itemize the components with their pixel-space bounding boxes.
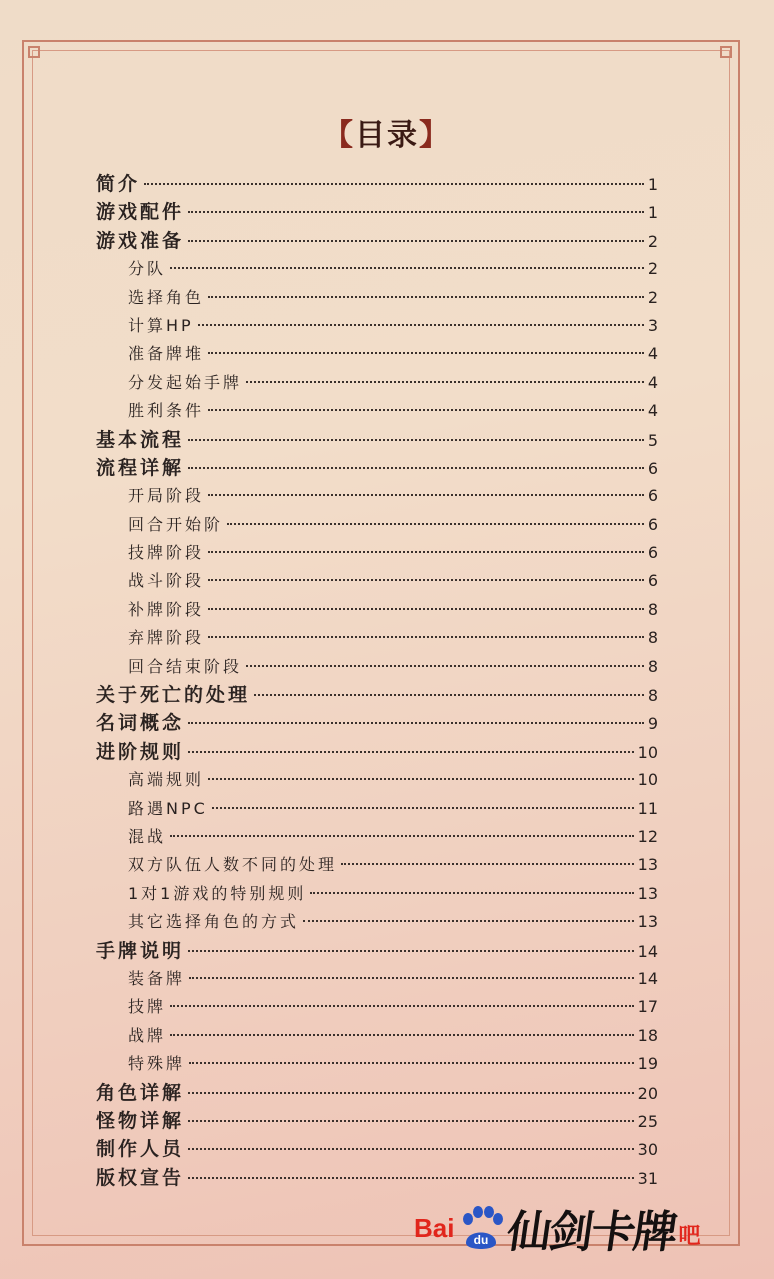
toc-page-number: 3 — [647, 315, 658, 335]
toc-entry-label: 其它选择角色的方式 — [128, 912, 300, 932]
toc-dot-leader — [208, 296, 644, 298]
toc-page-number: 6 — [647, 458, 658, 478]
toc-subentry — [96, 397, 658, 425]
toc-page-number: 6 — [647, 514, 658, 534]
toc-dot-leader — [208, 636, 644, 638]
toc-subentry — [96, 880, 658, 908]
toc-page-number: 8 — [647, 599, 658, 619]
toc-dot-leader — [208, 551, 644, 553]
toc-entry-label: 名词概念 — [96, 712, 185, 735]
table-of-contents — [96, 170, 658, 1192]
toc-dot-leader — [341, 863, 634, 865]
toc-dot-leader — [188, 950, 634, 952]
toc-page-number: 17 — [637, 997, 658, 1017]
toc-subentry — [96, 1022, 658, 1050]
toc-page-number: 2 — [647, 287, 658, 307]
toc-entry-label: 选择角色 — [128, 287, 205, 307]
toc-dot-leader — [188, 1148, 634, 1150]
toc-dot-leader — [208, 608, 644, 610]
toc-subentry — [96, 539, 658, 567]
toc-entry — [96, 1164, 658, 1192]
toc-subentry — [96, 340, 658, 368]
corner-square-top-left — [28, 46, 40, 58]
toc-page-number: 14 — [637, 968, 658, 988]
toc-entry-label: 流程详解 — [96, 456, 185, 479]
toc-entry-label: 胜利条件 — [128, 401, 205, 421]
toc-entry — [96, 709, 658, 737]
toc-dot-leader — [189, 977, 634, 979]
toc-page-number: 6 — [647, 571, 658, 591]
toc-entry-label: 战斗阶段 — [128, 571, 205, 591]
toc-page-number: 5 — [647, 430, 658, 450]
toc-entry-label: 版权宣告 — [96, 1166, 185, 1189]
toc-page-number: 31 — [637, 1168, 658, 1188]
toc-page-number: 14 — [637, 941, 658, 961]
toc-entry-label: 特殊牌 — [128, 1054, 186, 1074]
toc-page-number: 8 — [647, 628, 658, 648]
toc-entry-label: 战牌 — [128, 1025, 167, 1045]
toc-dot-leader — [188, 1177, 634, 1179]
toc-entry — [96, 681, 658, 709]
toc-entry-label: 回合开始阶 — [128, 514, 224, 534]
toc-subentry — [96, 312, 658, 340]
watermark — [414, 1192, 700, 1264]
toc-entry-label: 简介 — [96, 173, 141, 195]
toc-page-number: 10 — [637, 770, 658, 790]
toc-dot-leader — [170, 1005, 634, 1007]
title-text: 目录 — [355, 118, 419, 153]
toc-entry-label: 基本流程 — [96, 428, 185, 451]
toc-entry — [96, 738, 658, 766]
toc-entry-label: 关于死亡的处理 — [96, 684, 251, 707]
toc-page-number: 9 — [647, 714, 658, 734]
toc-subentry — [96, 284, 658, 312]
toc-subentry — [96, 511, 658, 539]
toc-entry-label: 补牌阶段 — [128, 599, 205, 619]
toc-dot-leader — [303, 920, 634, 922]
toc-subentry — [96, 965, 658, 993]
watermark-suffix: 吧 — [678, 1224, 701, 1249]
toc-entry-label: 路遇NPC — [128, 798, 208, 818]
toc-entry-label: 装备牌 — [128, 968, 186, 988]
toc-entry-label: 制作人员 — [96, 1138, 185, 1161]
toc-entry-label: 游戏准备 — [96, 229, 185, 252]
title-bracket-right: 】 — [419, 118, 451, 153]
toc-dot-leader — [170, 835, 634, 837]
toc-page-number: 6 — [647, 543, 658, 563]
corner-ornament-bottom-left — [22, 1220, 48, 1246]
toc-subentry — [96, 823, 658, 851]
toc-page-number: 4 — [647, 401, 658, 421]
toc-entry-label: 高端规则 — [128, 770, 205, 790]
toc-entry-label: 角色详解 — [96, 1081, 185, 1104]
toc-dot-leader — [170, 1034, 634, 1036]
toc-page-number: 8 — [647, 686, 658, 706]
toc-subentry — [96, 596, 658, 624]
toc-page-number: 8 — [647, 656, 658, 676]
toc-dot-leader — [170, 267, 644, 269]
toc-entry — [96, 227, 658, 255]
toc-subentry — [96, 653, 658, 681]
toc-dot-leader — [188, 1120, 634, 1122]
corner-ornament-bottom-right — [714, 1220, 740, 1246]
paw-logo-icon — [458, 1205, 504, 1251]
page-title — [0, 110, 774, 154]
toc-dot-leader — [208, 579, 644, 581]
toc-page-number: 1 — [647, 203, 658, 223]
toc-entry-label: 弃牌阶段 — [128, 628, 205, 648]
toc-subentry — [96, 795, 658, 823]
toc-subentry — [96, 851, 658, 879]
title-bracket-left: 【 — [323, 118, 355, 153]
toc-page-number: 12 — [637, 826, 658, 846]
toc-entry-label: 进阶规则 — [96, 740, 185, 763]
toc-page-number: 13 — [637, 883, 658, 903]
toc-entry-label: 准备牌堆 — [128, 344, 205, 364]
toc-page-number: 20 — [637, 1083, 658, 1103]
toc-dot-leader — [188, 211, 644, 213]
toc-dot-leader — [188, 240, 644, 242]
toc-dot-leader — [188, 751, 634, 753]
toc-dot-leader — [188, 439, 644, 441]
toc-entry — [96, 426, 658, 454]
toc-entry-label: 游戏配件 — [96, 201, 185, 224]
toc-dot-leader — [208, 494, 644, 496]
toc-entry — [96, 937, 658, 965]
toc-page-number: 30 — [637, 1140, 658, 1160]
toc-subentry — [96, 1050, 658, 1078]
toc-subentry — [96, 766, 658, 794]
toc-page-number: 13 — [637, 912, 658, 932]
toc-dot-leader — [198, 324, 644, 326]
toc-entry — [96, 170, 658, 198]
toc-page-number: 2 — [647, 259, 658, 279]
toc-subentry — [96, 567, 658, 595]
toc-subentry — [96, 369, 658, 397]
toc-dot-leader — [208, 778, 634, 780]
toc-dot-leader — [227, 523, 644, 525]
toc-subentry — [96, 255, 658, 283]
toc-entry-label: 怪物详解 — [96, 1109, 185, 1132]
toc-dot-leader — [188, 1092, 634, 1094]
watermark-paw-text: du — [474, 1233, 489, 1247]
toc-subentry — [96, 908, 658, 936]
toc-page-number: 2 — [647, 231, 658, 251]
watermark-brand: Bai — [414, 1212, 455, 1243]
toc-page-number: 1 — [647, 175, 658, 194]
corner-square-top-right — [720, 46, 732, 58]
toc-entry-label: 开局阶段 — [128, 486, 205, 506]
toc-entry-label: 1对1游戏的特别规则 — [128, 883, 307, 903]
toc-entry-label: 分队 — [128, 259, 167, 279]
toc-page-number: 4 — [647, 372, 658, 392]
toc-subentry — [96, 624, 658, 652]
toc-entry-label: 计算HP — [128, 315, 194, 335]
toc-subentry — [96, 482, 658, 510]
toc-page-number: 19 — [637, 1054, 658, 1074]
toc-page-number: 11 — [637, 798, 658, 818]
toc-entry-label: 手牌说明 — [96, 939, 185, 962]
toc-entry-label: 技牌 — [128, 997, 167, 1017]
toc-dot-leader — [208, 409, 644, 411]
toc-dot-leader — [246, 665, 644, 667]
toc-entry-label: 分发起始手牌 — [128, 372, 243, 392]
toc-dot-leader — [189, 1062, 634, 1064]
toc-entry — [96, 1079, 658, 1107]
watermark-text: 仙剑卡牌 — [504, 1207, 680, 1258]
toc-entry — [96, 198, 658, 226]
toc-entry-label: 回合结束阶段 — [128, 656, 243, 676]
toc-page-number: 13 — [637, 855, 658, 875]
toc-dot-leader — [208, 352, 644, 354]
toc-entry-label: 双方队伍人数不同的处理 — [128, 855, 338, 875]
toc-page-number: 10 — [637, 742, 658, 762]
toc-entry — [96, 454, 658, 482]
toc-dot-leader — [310, 892, 633, 894]
toc-dot-leader — [144, 183, 644, 185]
toc-entry — [96, 1135, 658, 1163]
toc-page-number: 4 — [647, 344, 658, 364]
toc-entry-label: 混战 — [128, 826, 167, 846]
toc-entry-label: 技牌阶段 — [128, 543, 205, 563]
toc-dot-leader — [188, 722, 644, 724]
toc-dot-leader — [246, 381, 644, 383]
toc-entry — [96, 1107, 658, 1135]
toc-dot-leader — [188, 467, 644, 469]
toc-subentry — [96, 993, 658, 1021]
toc-dot-leader — [254, 694, 644, 696]
toc-dot-leader — [212, 807, 634, 809]
toc-page-number: 18 — [637, 1025, 658, 1045]
toc-page-number: 6 — [647, 486, 658, 506]
toc-page-number: 25 — [637, 1111, 658, 1131]
